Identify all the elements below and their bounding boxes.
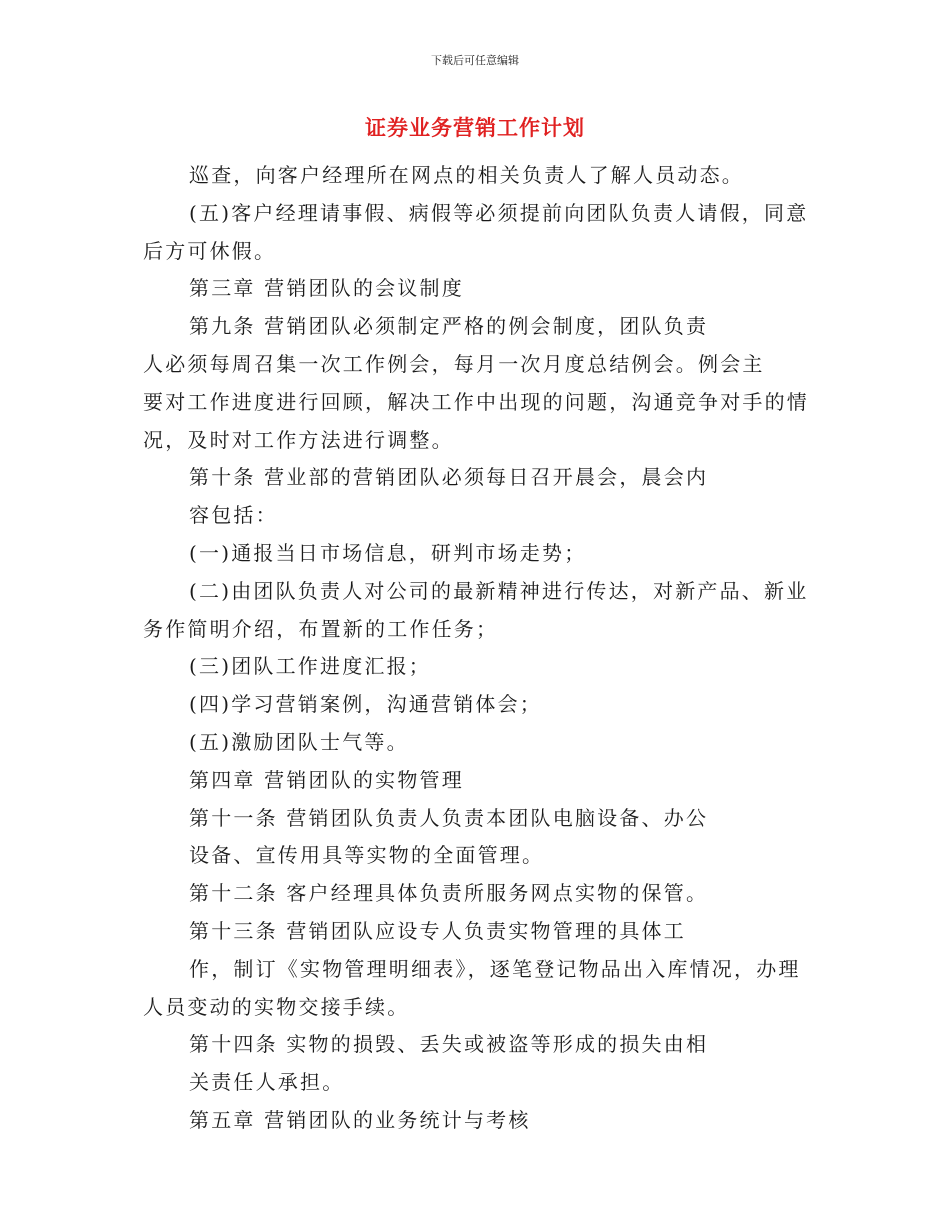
paragraph-line: 人员变动的实物交接手续。 (143, 994, 410, 1019)
paragraph-line: 况，及时对工作方法进行调整。 (143, 427, 454, 452)
paragraph-line: 作，制订《实物管理明细表》，逐笔登记物品出入库情况，办理 (189, 956, 801, 981)
paragraph-line: 要对工作进度进行回顾，解决工作中出现的问题，沟通竞争对手的情 (143, 389, 809, 414)
article-line: 第九条 营销团队必须制定严格的例会制度，团队负责 (189, 314, 709, 339)
article-line: 第十三条 营销团队应设专人负责实物管理的具体工 (189, 918, 686, 943)
article-line: 第十一条 营销团队负责人负责本团队电脑设备、办公 (189, 805, 709, 830)
document-title: 证券业务营销工作计划 (365, 116, 585, 140)
article-line: 第十二条 客户经理具体负责所服务网点实物的保管。 (189, 881, 709, 906)
paragraph-line: 关责任人承担。 (189, 1070, 345, 1095)
article-line: 第十条 营业部的营销团队必须每日召开晨会，晨会内 (189, 465, 709, 490)
list-item: (三)团队工作进度汇报； (189, 654, 432, 679)
paragraph-line: 容包括： (189, 503, 278, 528)
list-item: (四)学习营销案例，沟通营销体会； (189, 692, 543, 717)
list-item: (五)激励团队士气等。 (189, 729, 409, 754)
chapter-heading: 第四章 营销团队的实物管理 (189, 767, 464, 792)
header-note: 下载后可任意编辑 (431, 54, 519, 67)
paragraph-line: 设备、宣传用具等实物的全面管理。 (189, 843, 545, 868)
paragraph-line: 后方可休假。 (143, 238, 277, 263)
chapter-heading: 第三章 营销团队的会议制度 (189, 276, 464, 301)
paragraph-line: 务作简明介绍，布置新的工作任务； (143, 616, 499, 641)
list-item: (二)由团队负责人对公司的最新精神进行传达，对新产品、新业 (189, 578, 809, 603)
paragraph-line: 人必须每周召集一次工作例会，每月一次月度总结例会。例会主 (143, 351, 765, 376)
paragraph-line: (五)客户经理请事假、病假等必须提前向团队负责人请假，同意 (189, 200, 809, 225)
chapter-heading: 第五章 营销团队的业务统计与考核 (189, 1107, 531, 1132)
document-body (143, 157, 809, 1140)
paragraph-line: 巡查，向客户经理所在网点的相关负责人了解人员动态。 (189, 163, 744, 187)
list-item: (一)通报当日市场信息，研判市场走势； (189, 540, 587, 565)
article-line: 第十四条 实物的损毁、丢失或被盗等形成的损失由相 (189, 1032, 709, 1057)
